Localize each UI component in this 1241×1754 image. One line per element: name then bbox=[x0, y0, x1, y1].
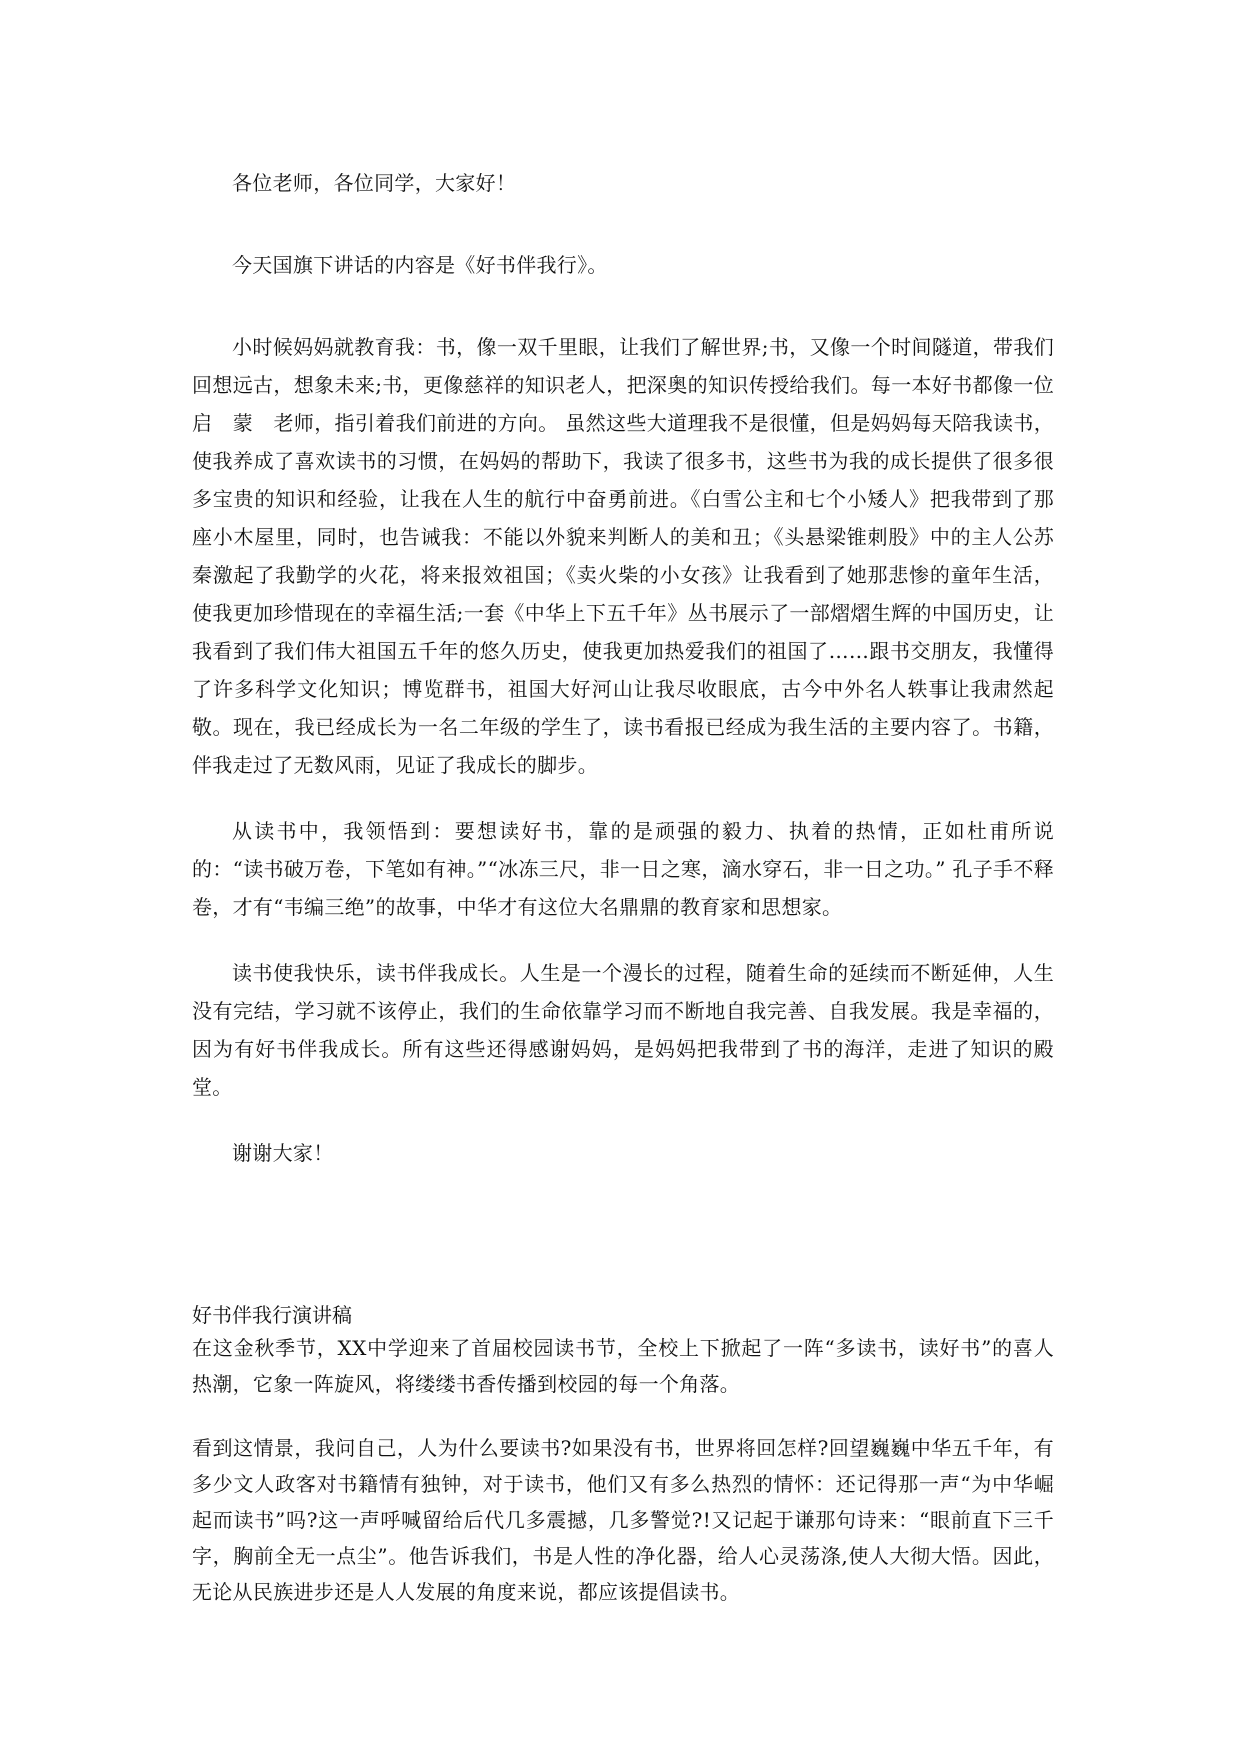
essay-paragraph-1: 在这金秋季节，XX中学迎来了首届校园读书节，全校上下掀起了一阵“多读书，读好书”的喜人热潮，它象一阵旋风，将缕缕书香传播到校园的每一个角落。 bbox=[192, 1336, 1054, 1396]
speech-section bbox=[192, 164, 1054, 1216]
body-paragraph-1: 小时候妈妈就教育我：书，像一双千里眼，让我们了解世界;书，又像一个时间隧道，带我们回想远古，想象未来;书，更像慈祥的知识老人，把深奥的知识传授给我们。每一本好书都像一位启 蒙 老师，指引着我们前进的方向。 虽然这些大道理我不是很懂，但是妈妈每天陪我读书，使我养成了喜欢读书的习惯，在妈妈的帮助下，我读了很多书，这些书为我的成长提供了很多很多宝贵的知识和经验，让我在人生的航行中奋勇前进。《白雪公主和七个小矮人》把我带到了那座小木屋里，同时，也告诫我：不能以外貌来判断人的美和丑；《头悬梁锥刺股》中的主人公苏秦激起了我勤学的火花，将来报效祖国；《卖火柴的小女孩》让我看到了她那悲惨的童年生活，使我更加珍惜现在的幸福生活;一套《中华上下五千年》丛书展示了一部熠熠生辉的中国历史，让我看到了我们伟大祖国五千年的悠久历史，使我更加热爱我们的祖国了……跟书交朋友，我懂得了许多科学文化知识；博览群书，祖国大好河山让我尽收眼底，古今中外名人轶事让我肃然起敬。现在，我已经成长为一名二年级的学生了，读书看报已经成为我生活的主要内容了。书籍，伴我走过了无数风雨，见证了我成长的脚步。 bbox=[192, 335, 1054, 777]
essay-paragraph-2: 看到这情景，我问自己，人为什么要读书?如果没有书，世界将回怎样?回望巍巍中华五千年，有多少文人政客对书籍情有独钟，对于读书，他们又有多么热烈的情怀：还记得那一声“为中华崛起而读书”吗?这一声呼喊留给后代几多震撼，几多警觉?!又记起于谦那句诗来：“眼前直下三千字，胸前全无一点尘”。他告诉我们，书是人性的净化器，给人心灵荡涤,使人大彻大悟。因此，无论从民族进步还是人人发展的角度来说，都应该提倡读书。 bbox=[192, 1436, 1054, 1604]
closing-paragraph: 谢谢大家！ bbox=[232, 1141, 334, 1165]
body-paragraph-3: 读书使我快乐，读书伴我成长。人生是一个漫长的过程，随着生命的延续而不断延伸，人生没有完结，学习就不该停止，我们的生命依靠学习而不断地自我完善、自我发展。我是幸福的，因为有好书伴我成长。所有这些还得感谢妈妈，是妈妈把我带到了书的海洋，走进了知识的殿堂。 bbox=[192, 961, 1054, 1099]
body-paragraph-2: 从读书中，我领悟到：要想读好书，靠的是顽强的毅力、执着的热情，正如杜甫所说的：“读书破万卷，下笔如有神。”“冰冻三尺，非一日之寒，滴水穿石，非一日之功。” 孔子手不释卷，才有“韦编三绝”的故事，中华才有这位大名鼎鼎的教育家和思想家。 bbox=[192, 819, 1054, 919]
essay-title: 好书伴我行演讲稿 bbox=[192, 1303, 352, 1327]
intro-paragraph: 今天国旗下讲话的内容是《好书伴我行》。 bbox=[232, 253, 608, 277]
greeting-paragraph: 各位老师，各位同学，大家好！ bbox=[232, 171, 517, 195]
essay-section bbox=[192, 1300, 1054, 1638]
